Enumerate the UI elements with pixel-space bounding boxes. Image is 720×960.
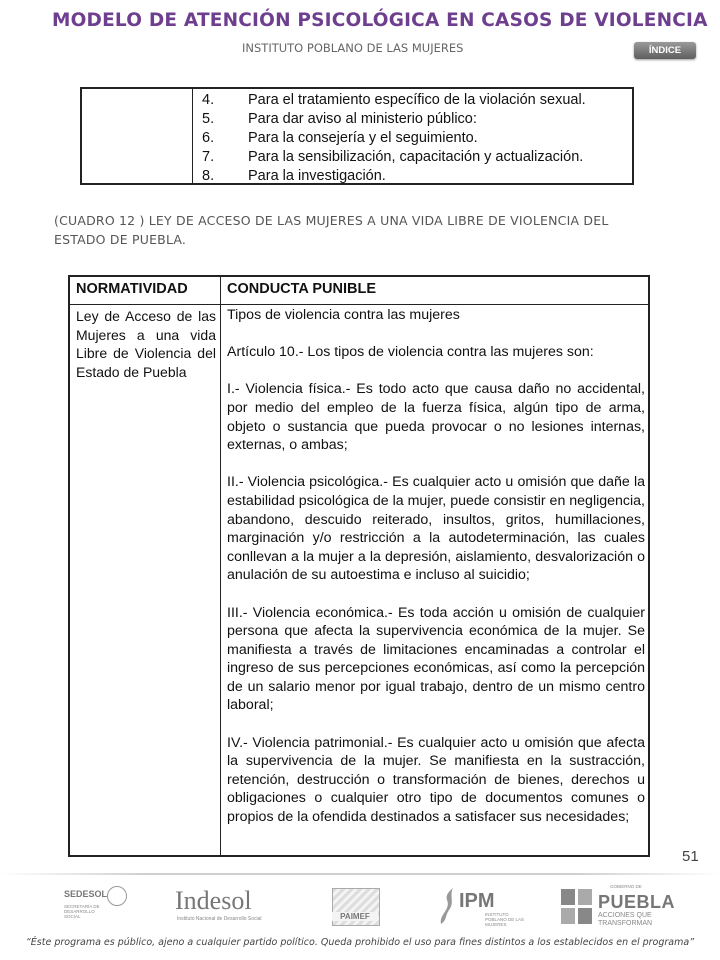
- list-item-number: 4.: [202, 92, 215, 108]
- list-item-text: Para dar aviso al ministerio público:: [248, 111, 477, 127]
- list-item-number: 7.: [202, 149, 215, 165]
- indesol-logo-text: Indesol: [175, 886, 252, 915]
- list-item-text: Para la investigación.: [248, 168, 386, 184]
- paragraph: Artículo 10.- Los tipos de violencia contra las mujeres son:: [227, 344, 594, 361]
- continued-table: [80, 87, 634, 185]
- puebla-logo-subtext: ACCIONES QUE TRANSFORMAN: [598, 912, 653, 927]
- table-caption: (CUADRO 12 ) LEY DE ACCESO DE LAS MUJERES A UNA VIDA LIBRE DE VIOLENCIA DEL ESTADO DE PUEBLA.: [54, 213, 609, 247]
- numbered-list: [202, 91, 586, 186]
- list-item: [202, 129, 586, 148]
- conducta-punible-cell: [227, 306, 645, 845]
- list-item-text: Para la sensibilización, capacitación y actualización.: [248, 149, 584, 165]
- paragraph: I.- Violencia física.- Es todo acto que causa daño no accidental, por medio del empleo de la fuerza física, algún tipo de arma, objeto o sustancia que pueda provocar o no lesiones internas, externas, o ambas;: [227, 381, 645, 454]
- list-item: [202, 91, 586, 110]
- ipm-logo: [437, 884, 525, 930]
- table-column-divider: [192, 89, 193, 183]
- document-title: MODELO DE ATENCIÓN PSICOLÓGICA EN CASOS DE VIOLENCIA: [52, 10, 708, 31]
- list-item: [202, 110, 586, 129]
- ipm-logo-subtext: INSTITUTO POBLANO DE LAS MUJERES: [485, 912, 525, 927]
- eagle-emblem-icon: [107, 886, 127, 906]
- sponsor-logos: [52, 884, 692, 930]
- index-button[interactable]: ÍNDICE: [634, 42, 696, 59]
- list-item-text: Para el tratamiento específico de la violación sexual.: [248, 92, 586, 108]
- indesol-logo-subtext: Instituto Nacional de Desarrollo Social: [177, 916, 262, 922]
- paimef-logo: [332, 884, 380, 930]
- sedesol-logo: [62, 884, 132, 930]
- program-disclaimer: “Éste programa es público, ajeno a cualquier partido político. Queda prohibido el uso para fines distintos a los establecidos en el programa”: [25, 937, 695, 948]
- paragraph: IV.- Violencia patrimonial.- Es cualquier acto u omisión que afecta la supervivencia de la mujer. Se manifiesta en la sustracción, retención, destrucción o transformación de bienes, derechos u obligaciones o cualquier otro tipo de documentos comunes o propios de la ofendida destinados a satisfacer sus necesidades;: [227, 734, 645, 826]
- list-item-number: 5.: [202, 111, 215, 127]
- sedesol-logo-text: SEDESOL: [64, 889, 108, 899]
- header-normatividad: NORMATIVIDAD: [76, 281, 188, 297]
- header-conducta-punible: CONDUCTA PUNIBLE: [227, 281, 377, 297]
- list-item: [202, 167, 586, 186]
- document-subtitle: INSTITUTO POBLANO DE LAS MUJERES: [242, 41, 464, 55]
- list-item-number: 6.: [202, 130, 215, 146]
- puebla-logo-text: PUEBLA: [598, 892, 676, 912]
- list-item: [202, 148, 586, 167]
- table-column-divider: [220, 277, 221, 855]
- puebla-logo-toptext: GOBIERNO DE: [610, 884, 642, 889]
- puebla-emblem-icon: [560, 888, 594, 926]
- paragraph: II.- Violencia psicológica.- Es cualquier acto u omisión que dañe la estabilidad psicológica de la mujer, puede consistir en negligencia, abandono, descuido reiterado, insultos, gritos, humillaciones, marginación y/o restricción a la autodeterminación, las cuales conllevan a la mujer a la depresión, aislamiento, desvalorización o anulación de su autoestima e incluso al suicidio;: [227, 474, 646, 584]
- ipm-emblem-icon: [437, 886, 455, 926]
- ipm-logo-text: IPM: [459, 890, 495, 912]
- law-table: [68, 275, 650, 857]
- sedesol-logo-subtext: SECRETARÍA DE DESARROLLO SOCIAL: [64, 904, 100, 919]
- list-item-number: 8.: [202, 168, 215, 184]
- indesol-logo: [175, 884, 285, 930]
- paragraph: III.- Violencia económica.- Es toda acción u omisión de cualquier persona que afecta la supervivencia económica de la mujer. Se manifiesta a través de limitaciones encaminadas a controlar el ingreso de sus percepciones económicas, así como la percepción de un salario menor por igual trabajo, dentro de un mismo centro laboral;: [227, 604, 645, 714]
- puebla-logo: [560, 884, 690, 930]
- paimef-logo-text: PAIMEF: [332, 912, 378, 921]
- normatividad-cell: Ley de Acceso de las Mujeres a una vida Libre de Violencia del Estado de Puebla: [76, 308, 216, 380]
- footer-divider: [0, 873, 720, 875]
- page-number: 51: [682, 848, 699, 865]
- paragraph: Tipos de violencia contra las mujeres: [227, 307, 460, 323]
- list-item-text: Para la consejería y el seguimiento.: [248, 130, 478, 146]
